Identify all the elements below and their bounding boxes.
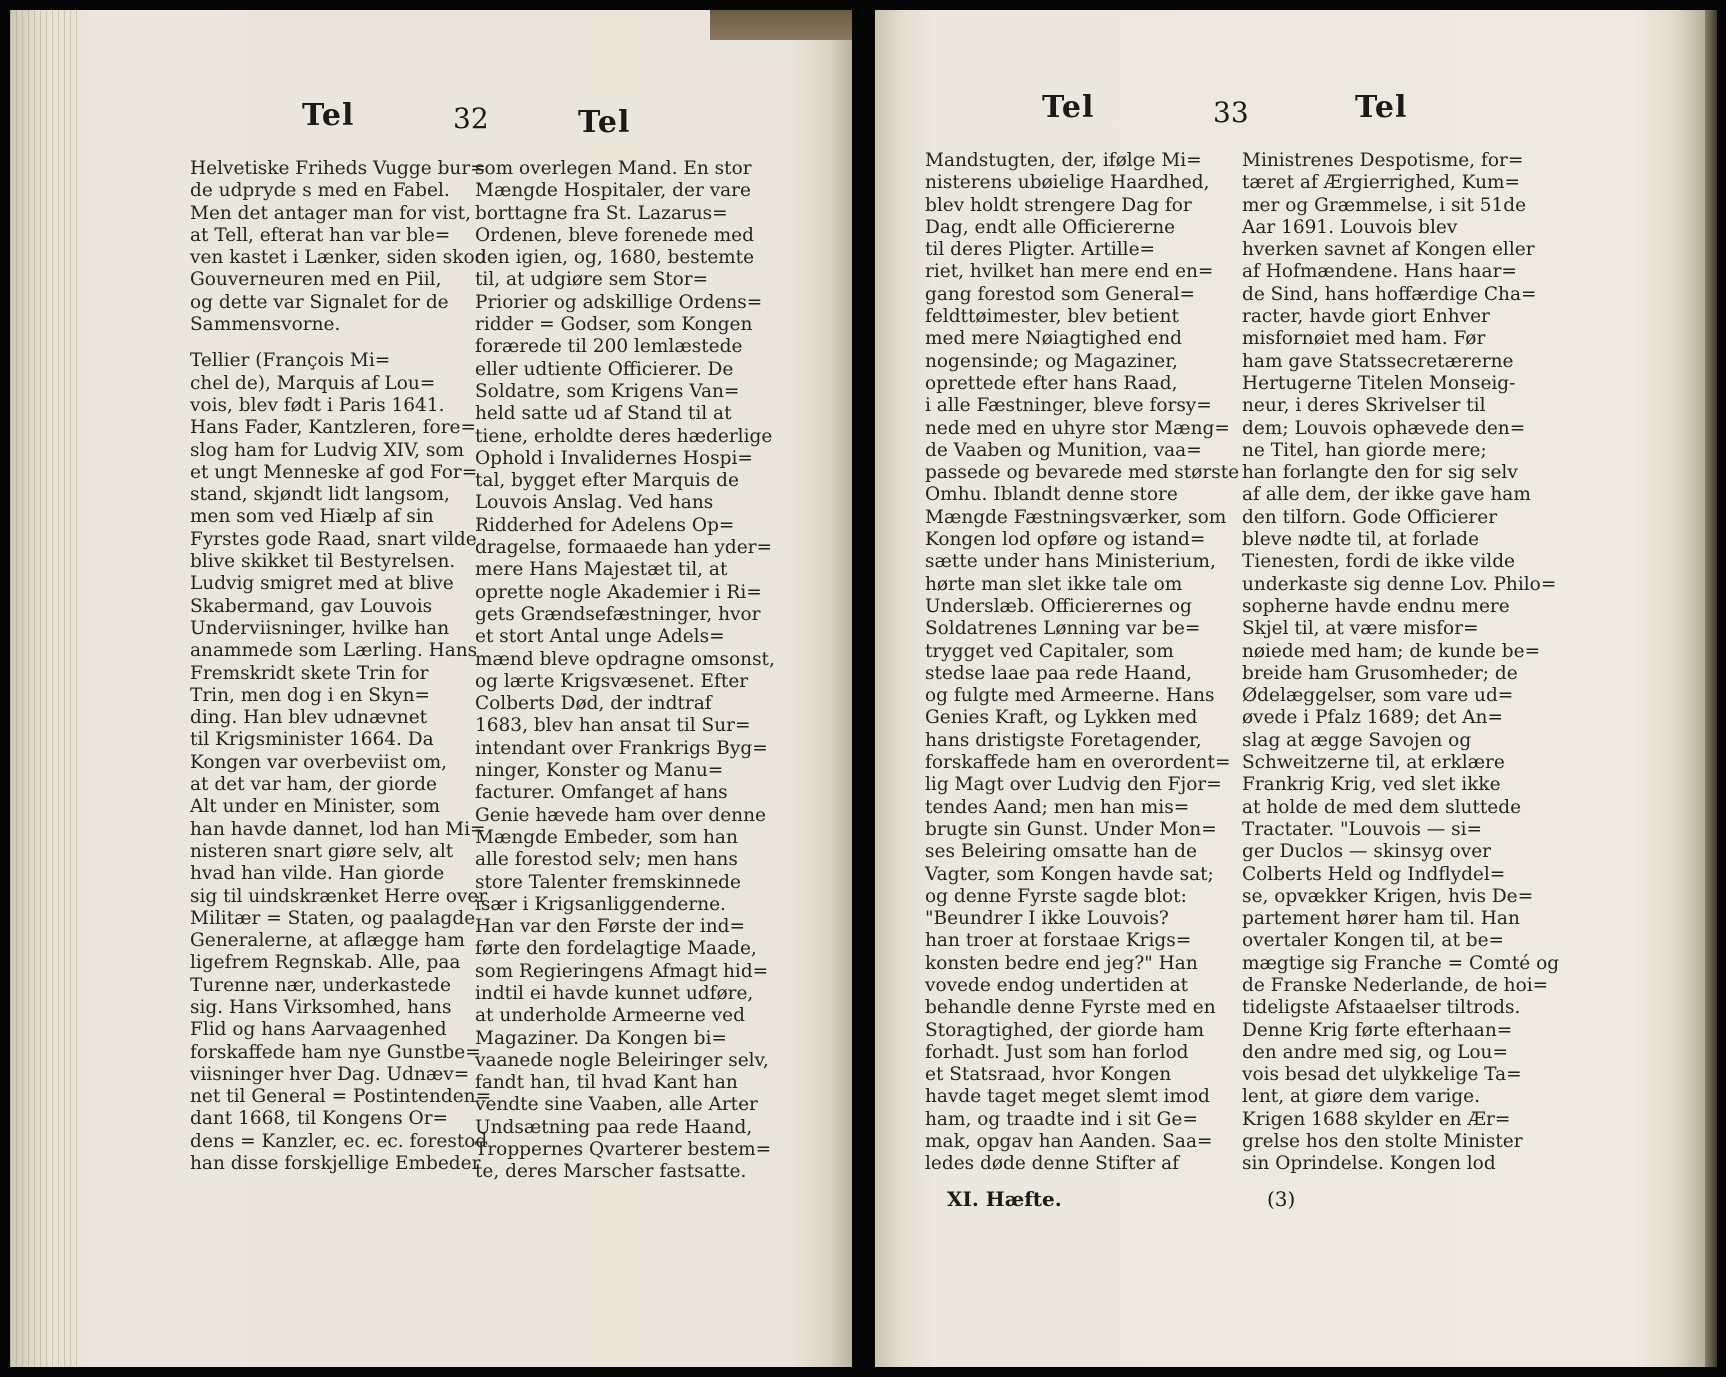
left-col1-line: Hans Fader, Kantzleren, fore=	[190, 417, 476, 439]
left-col1-line: Skabermand, gav Louvois	[190, 595, 433, 617]
left-col2-line: gets Grændsefæstninger, hvor	[475, 603, 761, 625]
left-col1-line: at Tell, efterat han var ble=	[190, 224, 451, 246]
left-col1-line: men som ved Hiælp af sin	[190, 506, 434, 528]
left-col2-line: Undsætning paa rede Haand,	[475, 1116, 753, 1138]
right-col2-line: nøiede med ham; de kunde be=	[1242, 640, 1541, 662]
right-col1-line: Genies Kraft, og Lykken med	[925, 707, 1198, 729]
right-col1-line: til deres Pligter. Artille=	[925, 239, 1156, 261]
right-col1-line: mak, opgav han Aanden. Saa=	[925, 1131, 1213, 1153]
right-col2-line: tæret af Ærgierrighed, Kum=	[1242, 172, 1521, 194]
left-col1-line: Kongen var overbeviist om,	[190, 751, 447, 773]
right-col1-line: og denne Fyrste sagde blot:	[925, 885, 1187, 907]
right-col1-line: riet, hvilket han mere end en=	[925, 261, 1214, 283]
left-col1-line: blive skikket til Bestyrelsen.	[190, 551, 456, 573]
right-col2-line: Krigen 1688 skylder en Ær=	[1242, 1108, 1511, 1130]
left-col1-line: og dette var Signalet for de	[190, 291, 449, 313]
right-col2-line: Frankrig Krig, ved slet ikke	[1242, 774, 1501, 796]
left-col2-line: Priorier og adskillige Ordens=	[475, 291, 763, 313]
right-col2-line: bleve nødte til, at forlade	[1242, 529, 1480, 551]
left-col2-line: som overlegen Mand. En stor	[475, 158, 752, 179]
left-col1-line: viisninger hver Dag. Udnæv=	[190, 1063, 470, 1085]
right-col2-line: mer og Græmmelse, i sit 51de	[1242, 194, 1527, 216]
left-header-headword-right: Tel	[578, 105, 631, 140]
left-page-number: 32	[453, 102, 489, 135]
left-col2-line: Han var den Første der ind=	[475, 916, 746, 938]
right-col2-line: Hertugerne Titelen Monseig-	[1242, 372, 1516, 394]
right-col2-line: af alle dem, der ikke gave ham	[1242, 484, 1531, 506]
right-col1-line: ses Beleiring omsatte han de	[925, 841, 1197, 863]
left-col1-line: Alt under en Minister, som	[190, 796, 440, 818]
right-col1-line: havde taget meget slemt imod	[925, 1086, 1210, 1108]
right-page-column-1	[925, 150, 1240, 1176]
right-col1-line: brugte sin Gunst. Under Mon=	[925, 818, 1217, 840]
right-col1-line: oprettede efter hans Raad,	[925, 372, 1178, 394]
right-col1-line: nisterens ubøielige Haardhed,	[925, 172, 1210, 194]
left-col2-line: førte den fordelagtige Maade,	[475, 938, 757, 960]
right-col2-line: grelse hos den stolte Minister	[1242, 1131, 1523, 1153]
right-col2-line: overtaler Kongen til, at be=	[1242, 930, 1505, 952]
right-col2-line: neur, i deres Skrivelser til	[1242, 395, 1486, 417]
right-col1-line: Mængde Fæstningsværker, som	[925, 506, 1227, 528]
left-col2-line: et stort Antal unge Adels=	[475, 626, 725, 648]
left-col2-line: at underholde Armeerne ved	[475, 1005, 745, 1027]
left-col1-line: et ungt Menneske af god For=	[190, 461, 478, 483]
left-col2-line: Ridderhed for Adelens Op=	[475, 514, 735, 536]
left-col2-line: held satte ud af Stand til at	[475, 403, 732, 425]
left-col2-line: og lærte Krigsvæsenet. Efter	[475, 670, 749, 692]
right-col2-line: ham gave Statssecretærerne	[1242, 350, 1514, 372]
right-col1-line: forhadt. Just som han forlod	[925, 1041, 1189, 1063]
right-col1-line: lig Magt over Ludvig den Fjor=	[925, 774, 1222, 796]
left-col1-line: hvad han vilde. Han giorde	[190, 863, 445, 885]
right-col2-line: slag at ægge Savojen og	[1242, 729, 1472, 751]
left-col1-line: de udpryde s med en Fabel.	[190, 180, 450, 202]
right-col2-line: underkaste sig denne Lov. Philo=	[1242, 573, 1557, 595]
left-col2-line: Ordenen, bleve forenede med	[475, 224, 754, 246]
right-col2-line: øvede i Pfalz 1689; det An=	[1242, 707, 1503, 729]
right-col2-line: Denne Krig førte efterhaan=	[1242, 1019, 1513, 1041]
left-col1-line: Helvetiske Friheds Vugge bur=	[190, 158, 486, 179]
left-col1-line: slog ham for Ludvig XIV, som	[190, 439, 465, 461]
right-col2-line: Skjel til, at være misfor=	[1242, 618, 1479, 640]
left-col2-line: Louvois Anslag. Ved hans	[475, 492, 714, 514]
left-col2-line: alle forestod selv; men hans	[475, 849, 738, 871]
right-header-headword-right: Tel	[1355, 90, 1408, 125]
left-col1-line: Flid og hans Aarvaagenhed	[190, 1019, 447, 1041]
left-col1-line: stand, skjøndt lidt langsom,	[190, 484, 450, 506]
right-col2-line: racter, havde giort Enhver	[1242, 306, 1490, 328]
left-col1-line: sig til uindskrænket Herre over	[190, 885, 488, 907]
right-col1-line: Storagtighed, der giorde ham	[925, 1019, 1205, 1041]
right-col1-line: konsten bedre end jeg?" Han	[925, 952, 1198, 974]
right-col1-line: Underslæb. Officierernes og	[925, 595, 1192, 617]
left-col1-line: at det var ham, der giorde	[190, 774, 437, 796]
left-col2-line: Colberts Død, der indtraf	[475, 693, 712, 715]
right-col1-line: passede og bevarede med største	[925, 462, 1240, 484]
right-col1-line: Soldatrenes Lønning var be=	[925, 618, 1201, 640]
left-col2-line: Magaziner. Da Kongen bi=	[475, 1027, 727, 1049]
right-col2-line: Colberts Held og Indflydel=	[1242, 863, 1506, 885]
right-col1-line: han troer at forstaae Krigs=	[925, 930, 1192, 952]
left-col2-line: store Talenter fremskinnede	[475, 871, 741, 893]
left-col1-line: ligefrem Regnskab. Alle, paa	[190, 952, 461, 974]
left-header-headword-left: Tel	[302, 98, 355, 133]
left-col1-line: Generalerne, at aflægge ham	[190, 930, 465, 952]
right-col2-line: den tilforn. Gode Officierer	[1242, 506, 1498, 528]
right-col2-line: mægtige sig Franche = Comté og	[1242, 952, 1560, 974]
right-col2-line: af Hofmændene. Hans haar=	[1242, 261, 1517, 283]
right-col2-line: Aar 1691. Louvois blev	[1242, 216, 1458, 238]
right-col2-line: vois besad det ulykkelige Ta=	[1242, 1064, 1522, 1086]
right-col2-line: sin Oprindelse. Kongen lod	[1242, 1153, 1496, 1175]
left-col2-line: te, deres Marscher fastsatte.	[475, 1161, 747, 1183]
right-col2-line: hverken savnet af Kongen eller	[1242, 239, 1535, 261]
left-col2-line: borttagne fra St. Lazarus=	[475, 202, 728, 224]
right-col1-line: i alle Fæstninger, bleve forsy=	[925, 395, 1212, 417]
left-col1-line: sig. Hans Virksomhed, hans	[190, 996, 452, 1018]
right-col2-line: han forlangte den for sig selv	[1242, 462, 1518, 484]
left-col1-line: ding. Han blev udnævnet	[190, 707, 428, 729]
right-col1-line: nogensinde; og Magaziner,	[925, 350, 1178, 372]
right-col2-line: se, opvækker Krigen, hvis De=	[1242, 885, 1534, 907]
left-col2-line: forærede til 200 lemlæstede	[475, 336, 743, 358]
left-col2-line: intendant over Frankrigs Byg=	[475, 737, 768, 759]
paragraph-gap	[190, 336, 465, 350]
left-col1-line: han havde dannet, lod han Mi=	[190, 818, 486, 840]
right-col2-line: Ministrenes Despotisme, for=	[1242, 150, 1524, 171]
right-col2-line: ger Duclos — skinsyg over	[1242, 841, 1492, 863]
right-col2-line: dem; Louvois ophævede den=	[1242, 417, 1526, 439]
right-col1-line: sætte under hans Ministerium,	[925, 551, 1216, 573]
right-col1-line: hans dristigste Foretagender,	[925, 729, 1202, 751]
left-col1-line: Tellier (François Mi=	[190, 350, 391, 372]
right-col1-line: de Vaaben og Munition, vaa=	[925, 439, 1202, 461]
right-col1-line: "Beundrer I ikke Louvois?	[925, 908, 1169, 930]
right-col1-line: tendes Aand; men han mis=	[925, 796, 1190, 818]
left-page-column-2	[475, 158, 775, 1184]
left-col1-line: Underviisninger, hvilke han	[190, 617, 450, 639]
left-col2-line: tal, bygget efter Marquis de	[475, 470, 739, 492]
left-col1-line: han disse forskjellige Embeder	[190, 1153, 481, 1175]
left-col1-line: Men det antager man for vist,	[190, 202, 471, 224]
left-col2-line: oprette nogle Akademier i Ri=	[475, 581, 762, 603]
left-col2-line: som Regieringens Afmagt hid=	[475, 960, 769, 982]
right-col1-line: stedse laae paa rede Haand,	[925, 662, 1192, 684]
left-col2-line: Troppernes Qvarterer bestem=	[475, 1139, 772, 1161]
right-col1-line: med mere Nøiagtighed end	[925, 328, 1182, 350]
left-col1-line: Sammensvorne.	[190, 314, 341, 336]
left-col1-line: dens = Kanzler, ec. ec. forestod	[190, 1130, 488, 1152]
left-page-header	[10, 10, 852, 140]
left-col2-line: eller udtiente Officierer. De	[475, 358, 734, 380]
left-col2-line: vendte sine Vaaben, alle Arter	[475, 1094, 758, 1116]
right-col1-line: Mandstugten, der, ifølge Mi=	[925, 150, 1202, 171]
right-col1-line: og fulgte med Armeerne. Hans	[925, 685, 1215, 707]
right-col1-line: ledes døde denne Stifter af	[925, 1153, 1179, 1175]
left-col1-line: vois, blev født i Paris 1641.	[190, 394, 445, 416]
right-col1-line: behandle denne Fyrste med en	[925, 997, 1216, 1019]
right-col1-line: nede med en uhyre stor Mæng=	[925, 417, 1230, 439]
left-col2-line: indtil ei havde kunnet udføre,	[475, 982, 754, 1004]
left-col2-line: til, at udgiøre sem Stor=	[475, 269, 709, 291]
left-col1-line: Ludvig smigret med at blive	[190, 573, 454, 595]
right-col2-line: de Franske Nederlande, de hoi=	[1242, 974, 1549, 996]
left-page	[10, 10, 852, 1367]
right-col1-line: Kongen lod opføre og istand=	[925, 529, 1206, 551]
right-col2-line: at holde de med dem sluttede	[1242, 796, 1522, 818]
signature-mark: XI. Hæfte.	[947, 1187, 1062, 1211]
left-col2-line: 1683, blev han ansat til Sur=	[475, 715, 751, 737]
left-col2-line: mænd bleve opdragne omsonst,	[475, 648, 775, 670]
left-col2-line: fandt han, til hvad Kant han	[475, 1072, 738, 1094]
left-page-column-1	[190, 158, 492, 1175]
right-col1-line: gang forestod som General=	[925, 283, 1196, 305]
right-page-header	[875, 10, 1717, 129]
right-col2-line: ne Titel, han giorde mere;	[1242, 439, 1487, 461]
left-col1-para1	[190, 158, 487, 336]
right-page-column-2	[1242, 150, 1560, 1176]
right-col2-line: partement hører ham til. Han	[1242, 908, 1520, 930]
left-col2-line: vaanede nogle Beleiringer selv,	[475, 1049, 769, 1071]
left-col1-line: nisteren snart giøre selv, alt	[190, 840, 454, 862]
right-col2-line: Ødelæggelser, som vare ud=	[1242, 685, 1514, 707]
left-col1-line: ven kastet i Lænker, siden skod	[190, 247, 487, 269]
left-col2-line: Soldatre, som Krigens Van=	[475, 380, 740, 402]
left-col1-line: Fyrstes gode Raad, snart vilde	[190, 528, 477, 550]
left-col2-line: ridder = Godser, som Kongen	[475, 314, 753, 336]
right-col2-line: misfornøiet med ham. Før	[1242, 328, 1486, 350]
left-col1-line: forskaffede ham nye Gunstbe=	[190, 1041, 481, 1063]
left-col2-line: tiene, erholdte deres hæderlige	[475, 425, 773, 447]
left-col2-line: Genie hævede ham over denne	[475, 804, 766, 826]
right-col1-line: Vagter, som Kongen havde sat;	[925, 863, 1214, 885]
left-col2-line: Mængde Hospitaler, der vare	[475, 180, 751, 202]
left-col2-line: facturer. Omfanget af hans	[475, 782, 728, 804]
right-col1-line: blev holdt strengere Dag for	[925, 194, 1192, 216]
left-col2-line: ninger, Konster og Manu=	[475, 760, 724, 782]
left-col1-line: anammede som Lærling. Hans	[190, 640, 478, 662]
right-col1-line: et Statsraad, hvor Kongen	[925, 1064, 1172, 1086]
left-col1-line: Turenne nær, underkastede	[190, 974, 451, 996]
left-col1-line: Fremskridt skete Trin for	[190, 662, 429, 684]
right-header-headword-left: Tel	[1042, 90, 1095, 125]
right-col2-line: de Sind, hans hoffærdige Cha=	[1242, 283, 1537, 305]
left-col2-line: Ophold i Invalidernes Hospi=	[475, 447, 753, 469]
right-col2-line: Tractater. "Louvois — si=	[1242, 818, 1483, 840]
right-col1-line: Omhu. Iblandt denne store	[925, 484, 1178, 506]
left-col2-line: Mængde Embeder, som han	[475, 826, 738, 848]
right-col1-line: ham, og traadte ind i sit Ge=	[925, 1108, 1198, 1130]
right-col2-line: sopherne havde endnu mere	[1242, 595, 1510, 617]
right-col2-line: breide ham Grusomheder; de	[1242, 662, 1518, 684]
right-col1-line: forskaffede ham en overordent=	[925, 752, 1231, 774]
gathering-number: (3)	[1267, 1187, 1296, 1211]
left-col1-line: net til General = Postintenden=	[190, 1086, 492, 1108]
left-col1-line: Trin, men dog i en Skyn=	[190, 684, 431, 706]
right-page	[875, 10, 1717, 1367]
left-col1-line: dant 1668, til Kongens Or=	[190, 1108, 449, 1130]
left-col1-line: Gouverneuren med en Piil,	[190, 269, 442, 291]
left-col1-line: Militær = Staten, og paalagde	[190, 907, 476, 929]
left-col1-para2	[190, 350, 492, 1175]
right-col1-line: Dag, endt alle Officiererne	[925, 216, 1176, 238]
left-col1-line: til Krigsminister 1664. Da	[190, 729, 434, 751]
left-col2-line: mere Hans Majestæt til, at	[475, 559, 728, 581]
left-col1-line: chel de), Marquis af Lou=	[190, 372, 436, 394]
right-col2-line: Tienesten, fordi de ikke vilde	[1242, 551, 1516, 573]
right-col2-line: Schweitzerne til, at erklære	[1242, 752, 1505, 774]
left-col2-line: især i Krigsanliggenderne.	[475, 893, 726, 915]
right-col1-line: hørte man slet ikke tale om	[925, 573, 1183, 595]
left-col2-line: den igien, og, 1680, bestemte	[475, 247, 755, 269]
right-col1-line: feldttøimester, blev betient	[925, 306, 1179, 328]
right-col2-line: tideligste Afstaaelser tiltrods.	[1242, 997, 1521, 1019]
right-col1-line: vovede endog undertiden at	[925, 974, 1189, 996]
right-page-number: 33	[1213, 96, 1249, 129]
right-col1-line: trygget ved Capitaler, som	[925, 640, 1174, 662]
right-col2-line: den andre med sig, og Lou=	[1242, 1041, 1508, 1063]
left-col2-line: dragelse, formaaede han yder=	[475, 537, 773, 559]
right-col2-line: lent, at giøre dem varige.	[1242, 1086, 1481, 1108]
